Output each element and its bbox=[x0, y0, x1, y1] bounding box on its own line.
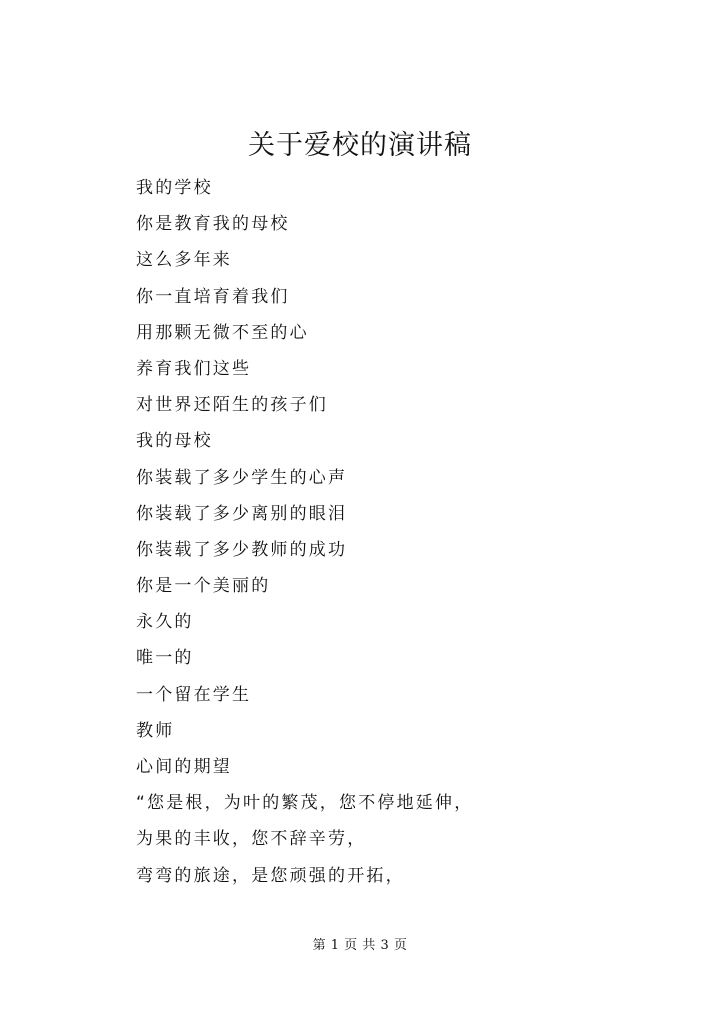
body-line: 教师 bbox=[136, 720, 175, 741]
body-line: 永久的 bbox=[136, 612, 194, 633]
document-title: 关于爱校的演讲稿 bbox=[248, 130, 472, 161]
page-number-footer: 第 1 页 共 3 页 bbox=[312, 938, 408, 953]
body-line: 心间的期望 bbox=[136, 757, 232, 777]
body-line: 你是一个美丽的 bbox=[136, 576, 271, 597]
body-line: 我的学校 bbox=[136, 178, 213, 198]
body-line: 你装载了多少学生的心声 bbox=[136, 467, 348, 488]
body-line: 我的母校 bbox=[136, 431, 213, 452]
body-line: 为果的丰收，您不辞辛劳， bbox=[136, 829, 367, 850]
document-body bbox=[136, 170, 636, 894]
body-line: 一个留在学生 bbox=[136, 684, 252, 705]
body-line: 唯一的 bbox=[136, 648, 194, 669]
body-line: 弯弯的旅途，是您顽强的开拓， bbox=[136, 865, 405, 886]
body-line: 你一直培育着我们 bbox=[136, 286, 290, 307]
body-line: 你装载了多少离别的眼泪 bbox=[136, 503, 348, 524]
body-line: 对世界还陌生的孩子们 bbox=[136, 395, 328, 416]
body-line: 你装载了多少教师的成功 bbox=[136, 539, 348, 560]
body-line: 用那颗无微不至的心 bbox=[136, 322, 309, 343]
body-line: “您是根，为叶的繁茂，您不停地延伸， bbox=[136, 793, 474, 814]
body-line: 你是教育我的母校 bbox=[136, 214, 290, 235]
body-line: 这么多年来 bbox=[136, 250, 232, 271]
body-line: 养育我们这些 bbox=[136, 358, 252, 379]
